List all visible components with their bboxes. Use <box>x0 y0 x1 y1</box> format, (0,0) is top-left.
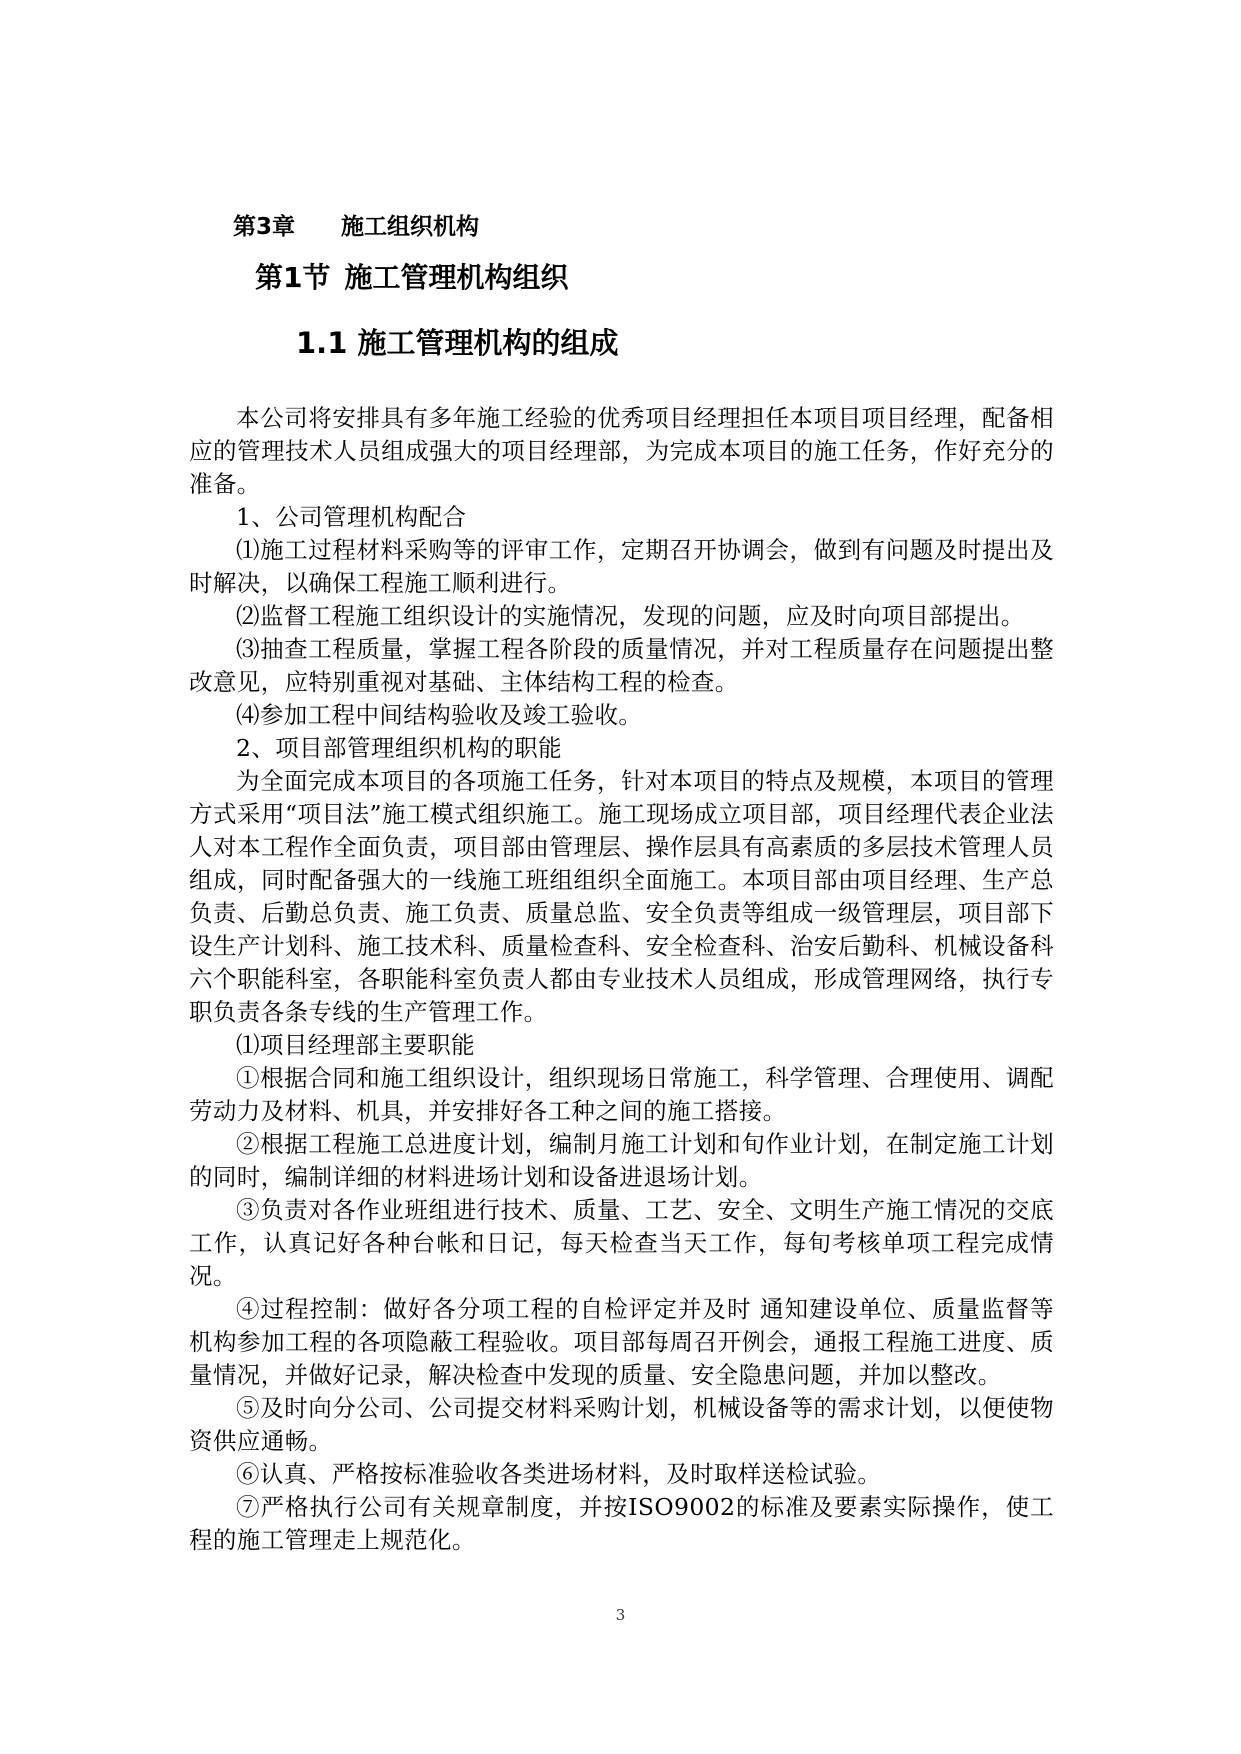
paragraph: ①根据合同和施工组织设计，组织现场日常施工，科学管理、合理使用、调配劳动力及材料、机具，并安排好各工种之间的施工搭接。 <box>189 1064 1054 1125</box>
section-heading <box>255 260 569 296</box>
page-number: 3 <box>615 1606 626 1624</box>
paragraph: ⑶抽查工程质量，掌握工程各阶段的质量情况，并对工程质量存在问题提出整改意见，应特别重视对基础、主体结构工程的检查。 <box>189 635 1054 696</box>
paragraph: ⑴项目经理部主要职能 <box>236 1031 475 1059</box>
paragraph: 本公司将安排具有多年施工经验的优秀项目经理担任本项目项目经理，配备相应的管理技术人员组成强大的项目经理部，为完成本项目的施工任务，作好充分的准备。 <box>189 404 1054 498</box>
paragraph: ⑥认真、严格按标准验收各类进场材料，及时取样送检试验。 <box>236 1460 882 1488</box>
paragraph: ⑴施工过程材料采购等的评审工作，定期召开协调会，做到有问题及时提出及时解决，以确保工程施工顺利进行。 <box>189 536 1054 597</box>
chapter-heading <box>233 212 479 242</box>
paragraph: 1、公司管理机构配合 <box>236 503 467 531</box>
paragraph: ⑤及时向分公司、公司提交材料采购计划，机械设备等的需求计划，以便使物资供应通畅。 <box>189 1394 1054 1455</box>
section-number: 第1节 <box>255 261 331 294</box>
paragraph: ⑷参加工程中间结构验收及竣工验收。 <box>236 701 643 729</box>
paragraph: ②根据工程施工总进度计划，编制月施工计划和旬作业计划，在制定施工计划的同时，编制详细的材料进场计划和设备进退场计划。 <box>189 1130 1054 1191</box>
paragraph: ③负责对各作业班组进行技术、质量、工艺、安全、文明生产施工情况的交底工作，认真记好各种台帐和日记，每天检查当天工作，每旬考核单项工程完成情况。 <box>189 1196 1054 1290</box>
paragraph: 2、项目部管理组织机构的职能 <box>236 734 563 762</box>
paragraph: ⑦严格执行公司有关规章制度，并按ISO9002的标准及要素实际操作，使工程的施工管理走上规范化。 <box>189 1493 1054 1554</box>
chapter-number: 第3章 <box>233 214 296 240</box>
subsection-heading: 1.1 施工管理机构的组成 <box>296 326 619 360</box>
paragraph: ⑵监督工程施工组织设计的实施情况，发现的问题，应及时向项目部提出。 <box>236 602 1025 630</box>
chapter-title: 施工组织机构 <box>341 214 480 240</box>
section-title: 施工管理机构组织 <box>344 261 569 294</box>
body-text <box>189 402 1054 1557</box>
paragraph: 为全面完成本项目的各项施工任务，针对本项目的特点及规模，本项目的管理方式采用“项目法”施工模式组织施工。施工现场成立项目部，项目经理代表企业法人对本工程作全面负责，项目部由管理层、操作层具有高素质的多层技术管理人员组成，同时配备强大的一线施工班组组织全面施工。本项目部由项目经理、生产总负责、后勤总负责、施工负责、质量总监、安全负责等组成一级管理层，项目部下设生产计划科、施工技术科、质量检查科、安全检查科、治安后勤科、机械设备科六个职能科室，各职能科室负责人都由专业技术人员组成，形成管理网络，执行专职负责各条专线的生产管理工作。 <box>189 767 1054 1026</box>
paragraph: ④过程控制：做好各分项工程的自检评定并及时 通知建设单位、质量监督等机构参加工程的各项隐蔽工程验收。项目部每周召开例会，通报工程施工进度、质量情况，并做好记录，解决检查中发现的质量、安全隐患问题，并加以整改。 <box>189 1295 1054 1389</box>
